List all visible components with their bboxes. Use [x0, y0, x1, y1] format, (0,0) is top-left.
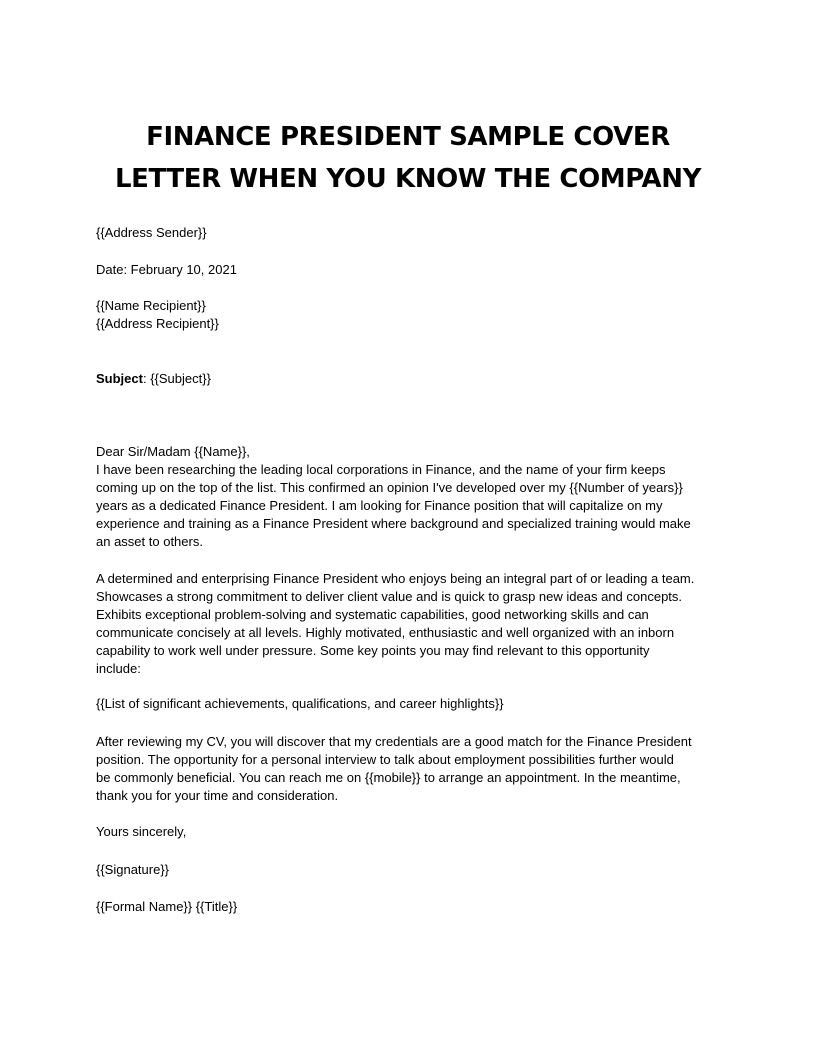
- subject-label: Subject: [96, 371, 143, 386]
- paragraph-3: [96, 733, 736, 805]
- address-sender-text: {{Address Sender}}: [96, 225, 207, 240]
- document-title: [60, 116, 756, 200]
- paragraph-3-line-3: be commonly beneficial. You can reach me on {{mobile}} to arrange an appointment. In the meantime,: [96, 770, 681, 785]
- paragraph-2: [96, 570, 736, 678]
- paragraph-1-line-2: coming up on the top of the list. This confirmed an opinion I've developed over my {{Number of years}}: [96, 480, 683, 495]
- formal-name: [96, 898, 736, 916]
- closing: [96, 823, 736, 841]
- paragraph-3-line-2: position. The opportunity for a personal interview to talk about employment possibilities further would: [96, 752, 674, 767]
- opening-paragraph: [96, 443, 736, 551]
- subject-value: : {{Subject}}: [142, 371, 211, 386]
- paragraph-1-line-5: an asset to others.: [96, 534, 203, 549]
- closing-text: Yours sincerely,: [96, 824, 187, 839]
- paragraph-2-line-4: communicate concisely at all levels. Highly motivated, enthusiastic and well organized with an inborn: [96, 625, 675, 640]
- subject-line: [96, 370, 736, 388]
- formal-name-text: {{Formal Name}} {{Title}}: [96, 899, 238, 914]
- subject-line-text: [96, 370, 736, 388]
- address-recipient: {{Address Recipient}}: [96, 316, 219, 331]
- paragraph-3-line-4: thank you for your time and consideration.: [96, 788, 339, 803]
- achievements-text: {{List of significant achievements, qualifications, and career highlights}}: [96, 696, 504, 711]
- salutation: Dear Sir/Madam {{Name}},: [96, 444, 250, 459]
- title-line-2: LETTER WHEN YOU KNOW THE COMPANY: [114, 164, 702, 194]
- achievements-placeholder: [96, 695, 736, 713]
- title-line-1: FINANCE PRESIDENT SAMPLE COVER: [146, 122, 670, 152]
- name-recipient: {{Name Recipient}}: [96, 298, 206, 313]
- paragraph-1-line-3: years as a dedicated Finance President. I am looking for Finance position that will capitalize on my: [96, 498, 663, 513]
- signature: [96, 861, 736, 879]
- paragraph-2-line-5: capability to work well under pressure. Some key points you may find relevant to this opportunity: [96, 643, 650, 658]
- paragraph-2-line-6: include:: [96, 661, 141, 676]
- letter-date: [96, 261, 736, 279]
- paragraph-3-line-1: After reviewing my CV, you will discover that my credentials are a good match for the Finance President: [96, 734, 692, 749]
- paragraph-2-line-3: Exhibits exceptional problem-solving and systematic capabilities, good networking skills and can: [96, 607, 649, 622]
- paragraph-1-line-1: I have been researching the leading local corporations in Finance, and the name of your firm keeps: [96, 462, 666, 477]
- address-sender: [96, 224, 736, 242]
- recipient-block: [96, 297, 736, 333]
- paragraph-1-line-4: experience and training as a Finance President where background and specialized training would make: [96, 516, 691, 531]
- paragraph-2-line-1: A determined and enterprising Finance President who enjoys being an integral part of or leading a team.: [96, 571, 695, 586]
- letter-date-text: Date: February 10, 2021: [96, 262, 237, 277]
- paragraph-2-line-2: Showcases a strong commitment to deliver client value and is quick to grasp new ideas and concepts.: [96, 589, 683, 604]
- signature-text: {{Signature}}: [96, 862, 170, 877]
